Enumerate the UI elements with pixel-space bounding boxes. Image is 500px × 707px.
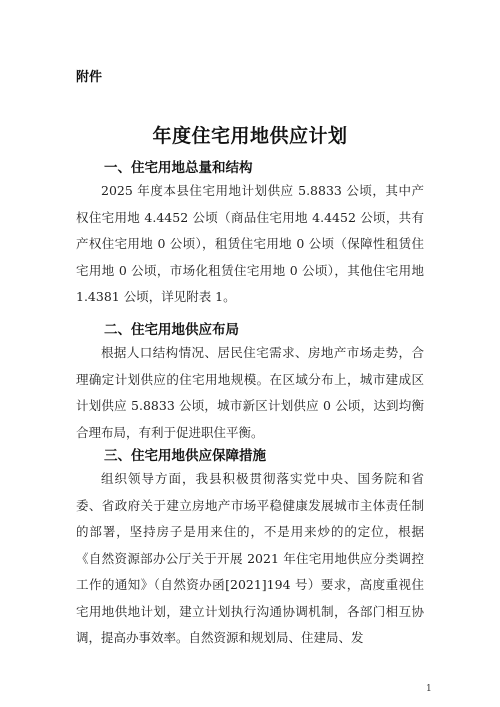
annex-label: 附件 [76,70,103,85]
document-title: 年度住宅用地供应计划 [152,125,348,147]
section-paragraph-2: 根据人口结构情况、居民住宅需求、房地产市场走势，合理确定计划供应的住宅用地规模。在区域分布上，城市建成区计划供应 5.8833 公顷，城市新区计划供应 0 公顷，达到均衡合理布局，有利于促进职住平衡。 [76,345,424,440]
section-paragraph-1: 2025 年度本县住宅用地计划供应 5.8833 公顷，其中产权住宅用地 4.4452 公顷（商品住宅用地 4.4452 公顷，共有产权住宅用地 0 公顷），租赁住宅用地 0 公顷（保障性租赁住宅用地 0 公顷，市场化租赁住宅用地 0 公顷），其他住宅用地 1.4381 公顷，详见附表 1。 [76,183,424,304]
section-heading-2: 二、住宅用地供应布局 [104,322,239,338]
section-heading-3: 三、住宅用地供应保障措施 [104,448,266,464]
section-paragraph-3: 组织领导方面，我县积极贯彻落实党中央、国务院和省委、省政府关于建立房地产市场平稳健康发展城市主体责任制的部署，坚持房子是用来住的，不是用来炒的的定位，根据《自然资源部办公厅关于开展 2021 年住宅用地供应分类调控工作的通知》（自然资办函[2021]194 号）要求，高度重视住宅用地供地计划，建立计划执行沟通协调机制，各部门相互协调，提高办事效率。自然资源和规划局、住建局、发 [76,471,424,645]
section-heading-1: 一、住宅用地总量和结构 [104,160,253,176]
page-number: 1 [426,684,432,694]
